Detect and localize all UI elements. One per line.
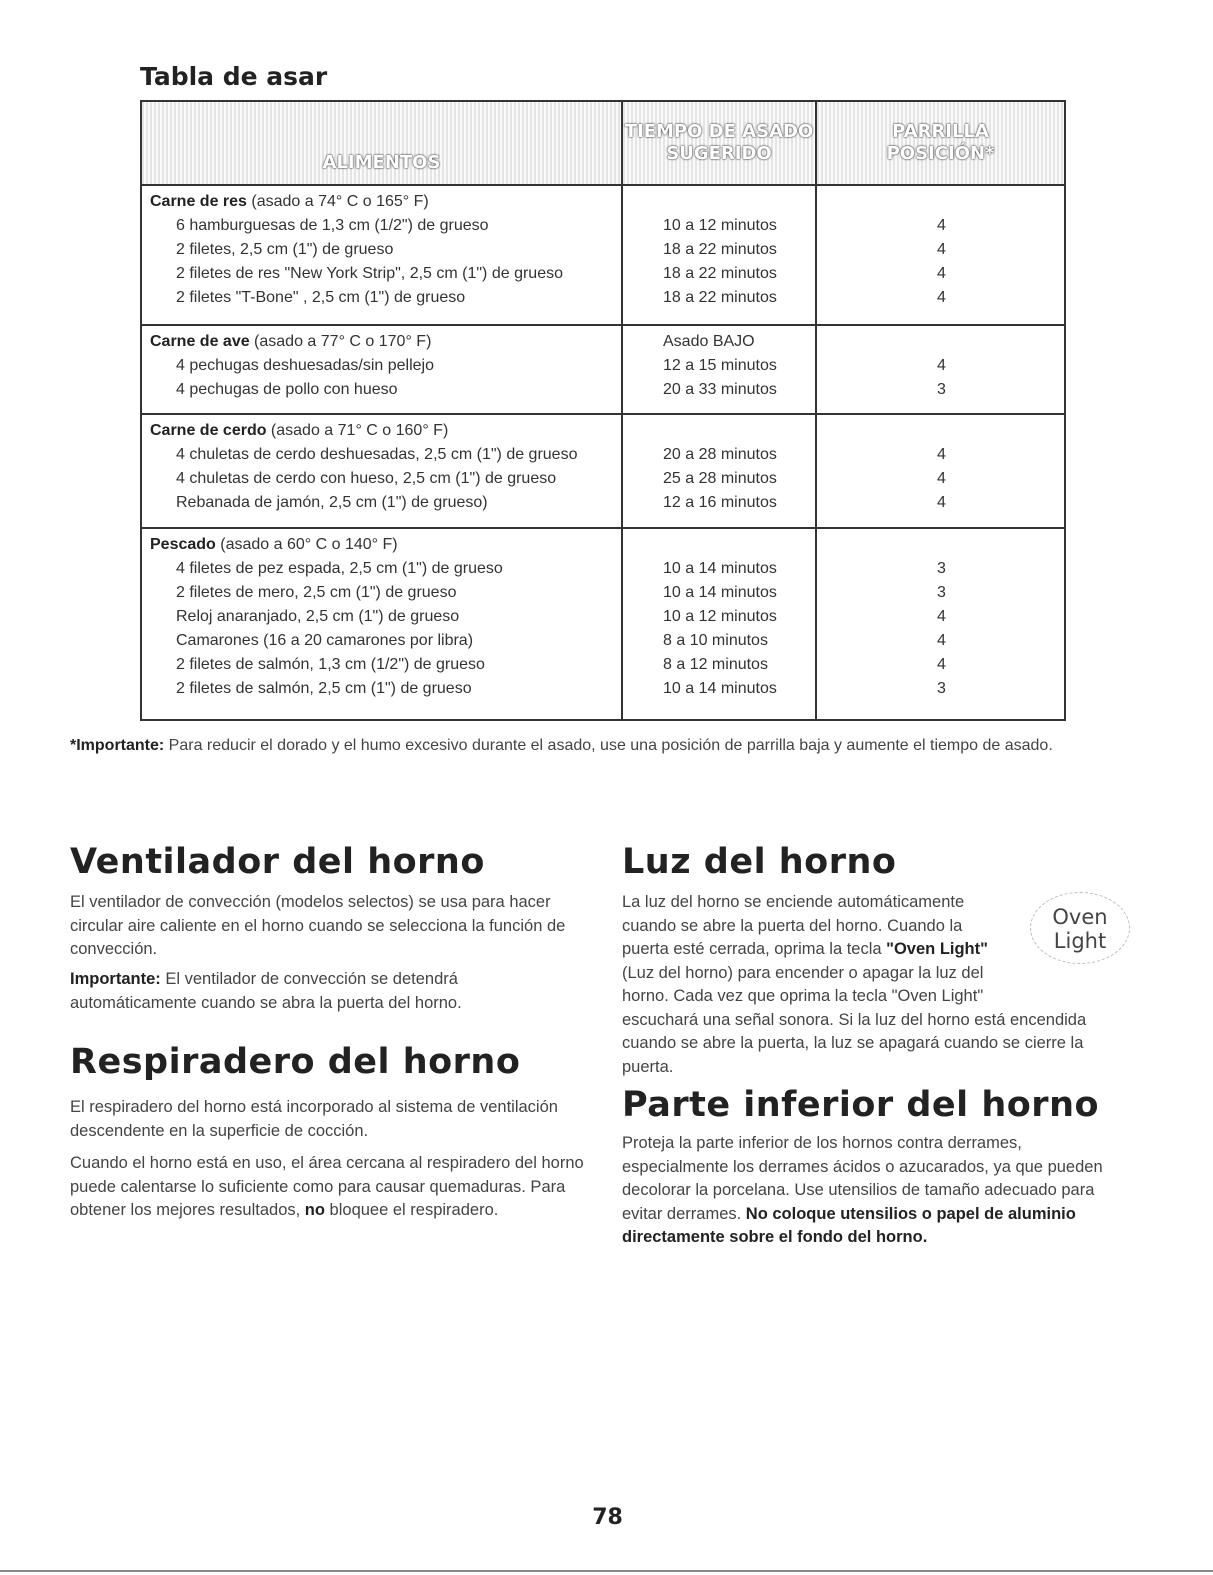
page-number: 78 bbox=[592, 1505, 623, 1530]
header-rack-position: PARRILLA POSICIÓN* bbox=[816, 101, 1065, 185]
table-footnote: *Importante: Para reducir el dorado y el humo excesivo durante el asado, use una posición de parrilla baja y aumente el tiempo de asado. bbox=[70, 737, 1053, 754]
respiradero-paragraph-1: El respiradero del horno está incorporado al sistema de ventilación descendente en la superficie de cocción. bbox=[70, 1098, 558, 1140]
food-item: 2 filetes de salmón, 2,5 cm (1") de grueso bbox=[176, 679, 472, 697]
table-row bbox=[141, 325, 1065, 413]
food-item: 4 chuletas de cerdo con hueso, 2,5 cm (1") de grueso bbox=[176, 469, 557, 487]
group-name: Pescado bbox=[150, 535, 216, 553]
broil-chart-table bbox=[140, 100, 1066, 721]
food-item: Camarones (16 a 20 camarones por libra) bbox=[176, 631, 474, 649]
food-item: 2 filetes de res "New York Strip", 2,5 cm (1") de grueso bbox=[176, 265, 563, 282]
time-cell: 10 a 14 minutos 10 a 14 minutos 10 a 12 minutos 8 a 10 minutos 8 a 12 minutos 10 a 14 minutos bbox=[622, 528, 816, 720]
position-cell: 4 4 4 4 bbox=[816, 185, 1065, 325]
section-title-ventilador: Ventilador del horno bbox=[70, 842, 485, 882]
time-cell: Asado BAJO 12 a 15 minutos 20 a 33 minutos bbox=[622, 325, 816, 413]
time-cell: 20 a 28 minutos 25 a 28 minutos 12 a 16 minutos bbox=[622, 414, 816, 528]
table-header-row bbox=[141, 101, 1065, 185]
section-title-respiradero: Respiradero del horno bbox=[70, 1042, 521, 1082]
food-item: 2 filetes de salmón, 1,3 cm (1/2") de grueso bbox=[176, 655, 485, 673]
page-bottom-rule bbox=[0, 1570, 1213, 1572]
food-cell: Carne de cerdo (asado a 71° C o 160° F) 4 chuletas de cerdo deshuesadas, 2,5 cm (1") de grueso 4 chuletas de cerdo con hueso, 2,5 cm (1") de grueso Rebanada de jamón, 2,5 cm (1") de grueso) bbox=[141, 414, 622, 528]
parte-inferior-paragraph: Proteja la parte inferior de los hornos contra derrames, especialmente los derrames ácidos o azucarados, ya que pueden decolorar la porcelana. Use utensilios de tamaño adecuado para evitar derrames. No coloque utensilios o papel de aluminio directamente sobre el fondo del horno. bbox=[622, 1134, 1103, 1246]
position-cell: 4 4 4 bbox=[816, 414, 1065, 528]
position-cell: 3 3 4 4 4 3 bbox=[816, 528, 1065, 720]
respiradero-paragraph-2: Cuando el horno está en uso, el área cercana al respiradero del horno puede calentarse lo suficiente como para causar quemaduras. Para obtener los mejores resultados, no bloquee el respiradero. bbox=[70, 1154, 584, 1219]
table-row bbox=[141, 528, 1065, 720]
ventilador-paragraph-1: El ventilador de convección (modelos selectos) se usa para hacer circular aire caliente en el horno cuando se selecciona la función de convección. bbox=[70, 893, 566, 958]
table-row bbox=[141, 185, 1065, 325]
group-name: Carne de res bbox=[150, 193, 247, 210]
position-cell: 4 3 bbox=[816, 325, 1065, 413]
section-title-parte-inferior: Parte inferior del horno bbox=[622, 1085, 1100, 1125]
food-item: 4 pechugas deshuesadas/sin pellejo bbox=[176, 357, 434, 375]
food-item: Rebanada de jamón, 2,5 cm (1") de grueso) bbox=[176, 493, 488, 511]
header-time: TIEMPO DE ASADO SUGERIDO bbox=[622, 101, 816, 185]
time-cell: 10 a 12 minutos 18 a 22 minutos 18 a 22 minutos 18 a 22 minutos bbox=[622, 185, 816, 325]
food-cell: Carne de res (asado a 74° C o 165° F) 6 hamburguesas de 1,3 cm (1/2") de grueso 2 filetes, 2,5 cm (1") de grueso 2 filetes de res "New York Strip", 2,5 cm (1") de grueso 2 filetes "T-Bone" , 2,5 cm (1") de grueso bbox=[141, 185, 622, 325]
group-name: Carne de cerdo bbox=[150, 421, 267, 439]
food-item: 2 filetes "T-Bone" , 2,5 cm (1") de grueso bbox=[176, 289, 466, 306]
section-title-luz: Luz del horno bbox=[622, 842, 897, 882]
food-item: 2 filetes de mero, 2,5 cm (1") de grueso bbox=[176, 583, 457, 601]
food-item: 4 pechugas de pollo con hueso bbox=[176, 381, 398, 399]
ventilador-paragraph-2: Importante: El ventilador de convección se detendrá automáticamente cuando se abra la puerta del horno. bbox=[70, 970, 462, 1012]
footnote-label: *Importante: bbox=[70, 737, 165, 754]
food-item: 2 filetes, 2,5 cm (1") de grueso bbox=[176, 241, 394, 258]
food-item: Reloj anaranjado, 2,5 cm (1") de grueso bbox=[176, 607, 460, 625]
food-item: 4 filetes de pez espada, 2,5 cm (1") de grueso bbox=[176, 559, 503, 577]
food-cell: Pescado (asado a 60° C o 140° F) 4 filetes de pez espada, 2,5 cm (1") de grueso 2 filetes de mero, 2,5 cm (1") de grueso Reloj anaranjado, 2,5 cm (1") de grueso Camarones (16 a 20 camarones por libra) 2 filetes de salmón, 1,3 cm (1/2") de grueso 2 filetes de salmón, 2,5 cm (1") de grueso bbox=[141, 528, 622, 720]
group-name: Carne de ave bbox=[150, 333, 250, 351]
luz-paragraph: La luz del horno se enciende automáticamente cuando se abre la puerta del horno. Cuando la puerta esté cerrada, oprima la tecla "Oven Light" (Luz del horno) para encender o apagar la luz del horno. Cada vez que oprima la tecla "Oven Light" escuchará una señal sonora. Si la luz del horno está encendida cuando se abre la puerta, la luz se apagará cuando se cierre la puerta. bbox=[622, 893, 1087, 1076]
header-foods: ALIMENTOS bbox=[141, 101, 622, 185]
food-item: 4 chuletas de cerdo deshuesadas, 2,5 cm (1") de grueso bbox=[176, 445, 578, 463]
oven-light-key-icon: Oven Light bbox=[1030, 892, 1130, 964]
table-row bbox=[141, 414, 1065, 528]
food-item: 6 hamburguesas de 1,3 cm (1/2") de grueso bbox=[176, 217, 489, 234]
table-title: Tabla de asar bbox=[140, 62, 328, 91]
food-cell: Carne de ave (asado a 77° C o 170° F) 4 pechugas deshuesadas/sin pellejo 4 pechugas de pollo con hueso bbox=[141, 325, 622, 413]
